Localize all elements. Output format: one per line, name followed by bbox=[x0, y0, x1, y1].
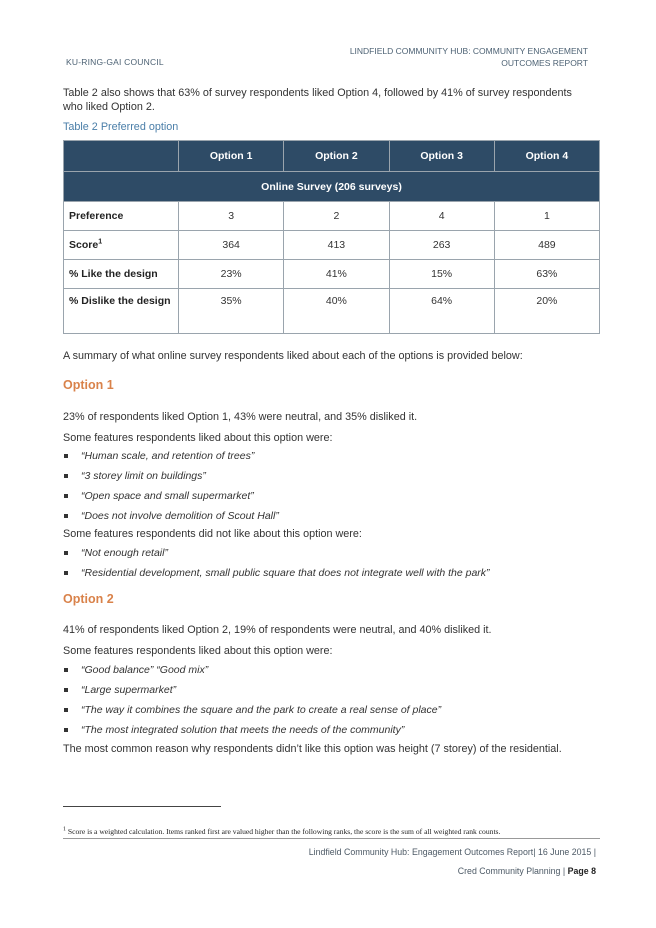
option-1-heading: Option 1 bbox=[63, 378, 114, 392]
table-cell: 1 bbox=[494, 202, 599, 231]
option-2-liked-list bbox=[63, 663, 603, 743]
list-item bbox=[63, 449, 603, 469]
bullet-icon bbox=[64, 551, 68, 555]
list-item bbox=[63, 469, 603, 489]
list-item-text: “Open space and small supermarket” bbox=[81, 490, 254, 502]
option-1-liked-intro: Some features respondents liked about this option were: bbox=[63, 432, 333, 444]
list-item bbox=[63, 566, 603, 586]
table-cell: 15% bbox=[389, 260, 494, 289]
table-cell: 35% bbox=[179, 289, 284, 334]
table-cell: 489 bbox=[494, 231, 599, 260]
table-cell: 41% bbox=[284, 260, 389, 289]
option-2-heading: Option 2 bbox=[63, 592, 114, 606]
header-report-title-line2: OUTCOMES REPORT bbox=[501, 57, 588, 68]
footnote-divider bbox=[63, 806, 221, 807]
footnote-text: Score is a weighted calculation. Items ranked first are valued higher than the following ranks, the score is the sum of all weighted rank counts. bbox=[67, 827, 501, 836]
list-item-text: “Large supermarket” bbox=[81, 684, 177, 696]
table-cell: 63% bbox=[494, 260, 599, 289]
bullet-icon bbox=[64, 454, 68, 458]
table-subheader: Online Survey (206 surveys) bbox=[64, 172, 600, 202]
list-item-text: “3 storey limit on buildings” bbox=[81, 470, 206, 482]
list-item bbox=[63, 723, 603, 743]
list-item-text: “Not enough retail” bbox=[81, 547, 168, 559]
intro-paragraph: Table 2 also shows that 63% of survey respondents liked Option 4, followed by 41% of survey respondents who liked Option 2. bbox=[63, 87, 572, 113]
option-1-disliked-intro: Some features respondents did not like about this option were: bbox=[63, 528, 362, 540]
list-item bbox=[63, 489, 603, 509]
column-header-option-4: Option 4 bbox=[494, 141, 599, 172]
table-cell: 23% bbox=[179, 260, 284, 289]
column-header-option-2: Option 2 bbox=[284, 141, 389, 172]
table-corner-cell bbox=[64, 141, 179, 172]
header-report-title-line1: LINDFIELD COMMUNITY HUB: COMMUNITY ENGAGEMENT bbox=[349, 46, 588, 56]
table-cell: 413 bbox=[284, 231, 389, 260]
bullet-icon bbox=[64, 728, 68, 732]
footer-org: Cred Community Planning | bbox=[457, 866, 568, 876]
row-label-score bbox=[64, 231, 179, 260]
footer-report-line: Lindfield Community Hub: Engagement Outcomes Report| 16 June 2015 | bbox=[308, 847, 596, 857]
bullet-icon bbox=[64, 514, 68, 518]
list-item bbox=[63, 546, 603, 566]
option-1-stats: 23% of respondents liked Option 1, 43% were neutral, and 35% disliked it. bbox=[63, 411, 418, 423]
table-row bbox=[64, 289, 600, 334]
list-item bbox=[63, 663, 603, 683]
footnote-number: 1 bbox=[63, 826, 66, 833]
page-number: Page 8 bbox=[567, 866, 596, 876]
option-2-closing: The most common reason why respondents didn’t like this option was height (7 storey) of the residential. bbox=[63, 743, 562, 755]
bullet-icon bbox=[64, 474, 68, 478]
table-cell: 3 bbox=[179, 202, 284, 231]
column-header-option-3: Option 3 bbox=[389, 141, 494, 172]
header-report-title bbox=[288, 46, 588, 69]
row-label-like: % Like the design bbox=[64, 260, 179, 289]
list-item-text: “Good balance” “Good mix” bbox=[81, 664, 209, 676]
table-cell: 64% bbox=[389, 289, 494, 334]
list-item-text: “Human scale, and retention of trees” bbox=[81, 450, 255, 462]
list-item bbox=[63, 683, 603, 703]
header-org-name: KU-RING-GAI COUNCIL bbox=[66, 57, 164, 67]
table-row bbox=[64, 260, 600, 289]
table-cell: 2 bbox=[284, 202, 389, 231]
table-row bbox=[64, 231, 600, 260]
footnote bbox=[63, 827, 603, 836]
row-label-dislike: % Dislike the design bbox=[64, 289, 179, 334]
table-cell: 40% bbox=[284, 289, 389, 334]
table-subheader-row bbox=[64, 172, 600, 202]
list-item-text: “Residential development, small public square that does not integrate well with the park” bbox=[81, 567, 490, 579]
preferred-option-table bbox=[63, 140, 600, 334]
option-1-liked-list bbox=[63, 449, 603, 529]
table-cell: 4 bbox=[389, 202, 494, 231]
column-header-option-1: Option 1 bbox=[179, 141, 284, 172]
row-label-preference: Preference bbox=[64, 202, 179, 231]
table-cell: 20% bbox=[494, 289, 599, 334]
bullet-icon bbox=[64, 668, 68, 672]
table-row bbox=[64, 202, 600, 231]
summary-paragraph: A summary of what online survey respondents liked about each of the options is provided below: bbox=[63, 350, 523, 362]
list-item bbox=[63, 703, 603, 723]
list-item-text: “The most integrated solution that meets the needs of the community” bbox=[81, 724, 405, 736]
table-caption: Table 2 Preferred option bbox=[63, 121, 179, 133]
bullet-icon bbox=[64, 688, 68, 692]
footer-page-line bbox=[196, 866, 596, 876]
table-cell: 263 bbox=[389, 231, 494, 260]
table-header-row bbox=[64, 141, 600, 172]
bullet-icon bbox=[64, 708, 68, 712]
bullet-icon bbox=[64, 494, 68, 498]
list-item-text: “Does not involve demolition of Scout Hall” bbox=[81, 510, 279, 522]
footer-divider bbox=[63, 838, 600, 839]
list-item bbox=[63, 509, 603, 529]
option-2-liked-intro: Some features respondents liked about this option were: bbox=[63, 645, 333, 657]
row-label-score-text: Score bbox=[69, 239, 99, 251]
bullet-icon bbox=[64, 571, 68, 575]
option-1-disliked-list bbox=[63, 546, 603, 586]
list-item-text: “The way it combines the square and the park to create a real sense of place” bbox=[81, 704, 442, 716]
footnote-marker: 1 bbox=[98, 238, 103, 246]
table-cell: 364 bbox=[179, 231, 284, 260]
option-2-stats: 41% of respondents liked Option 2, 19% of respondents were neutral, and 40% disliked it. bbox=[63, 624, 492, 636]
